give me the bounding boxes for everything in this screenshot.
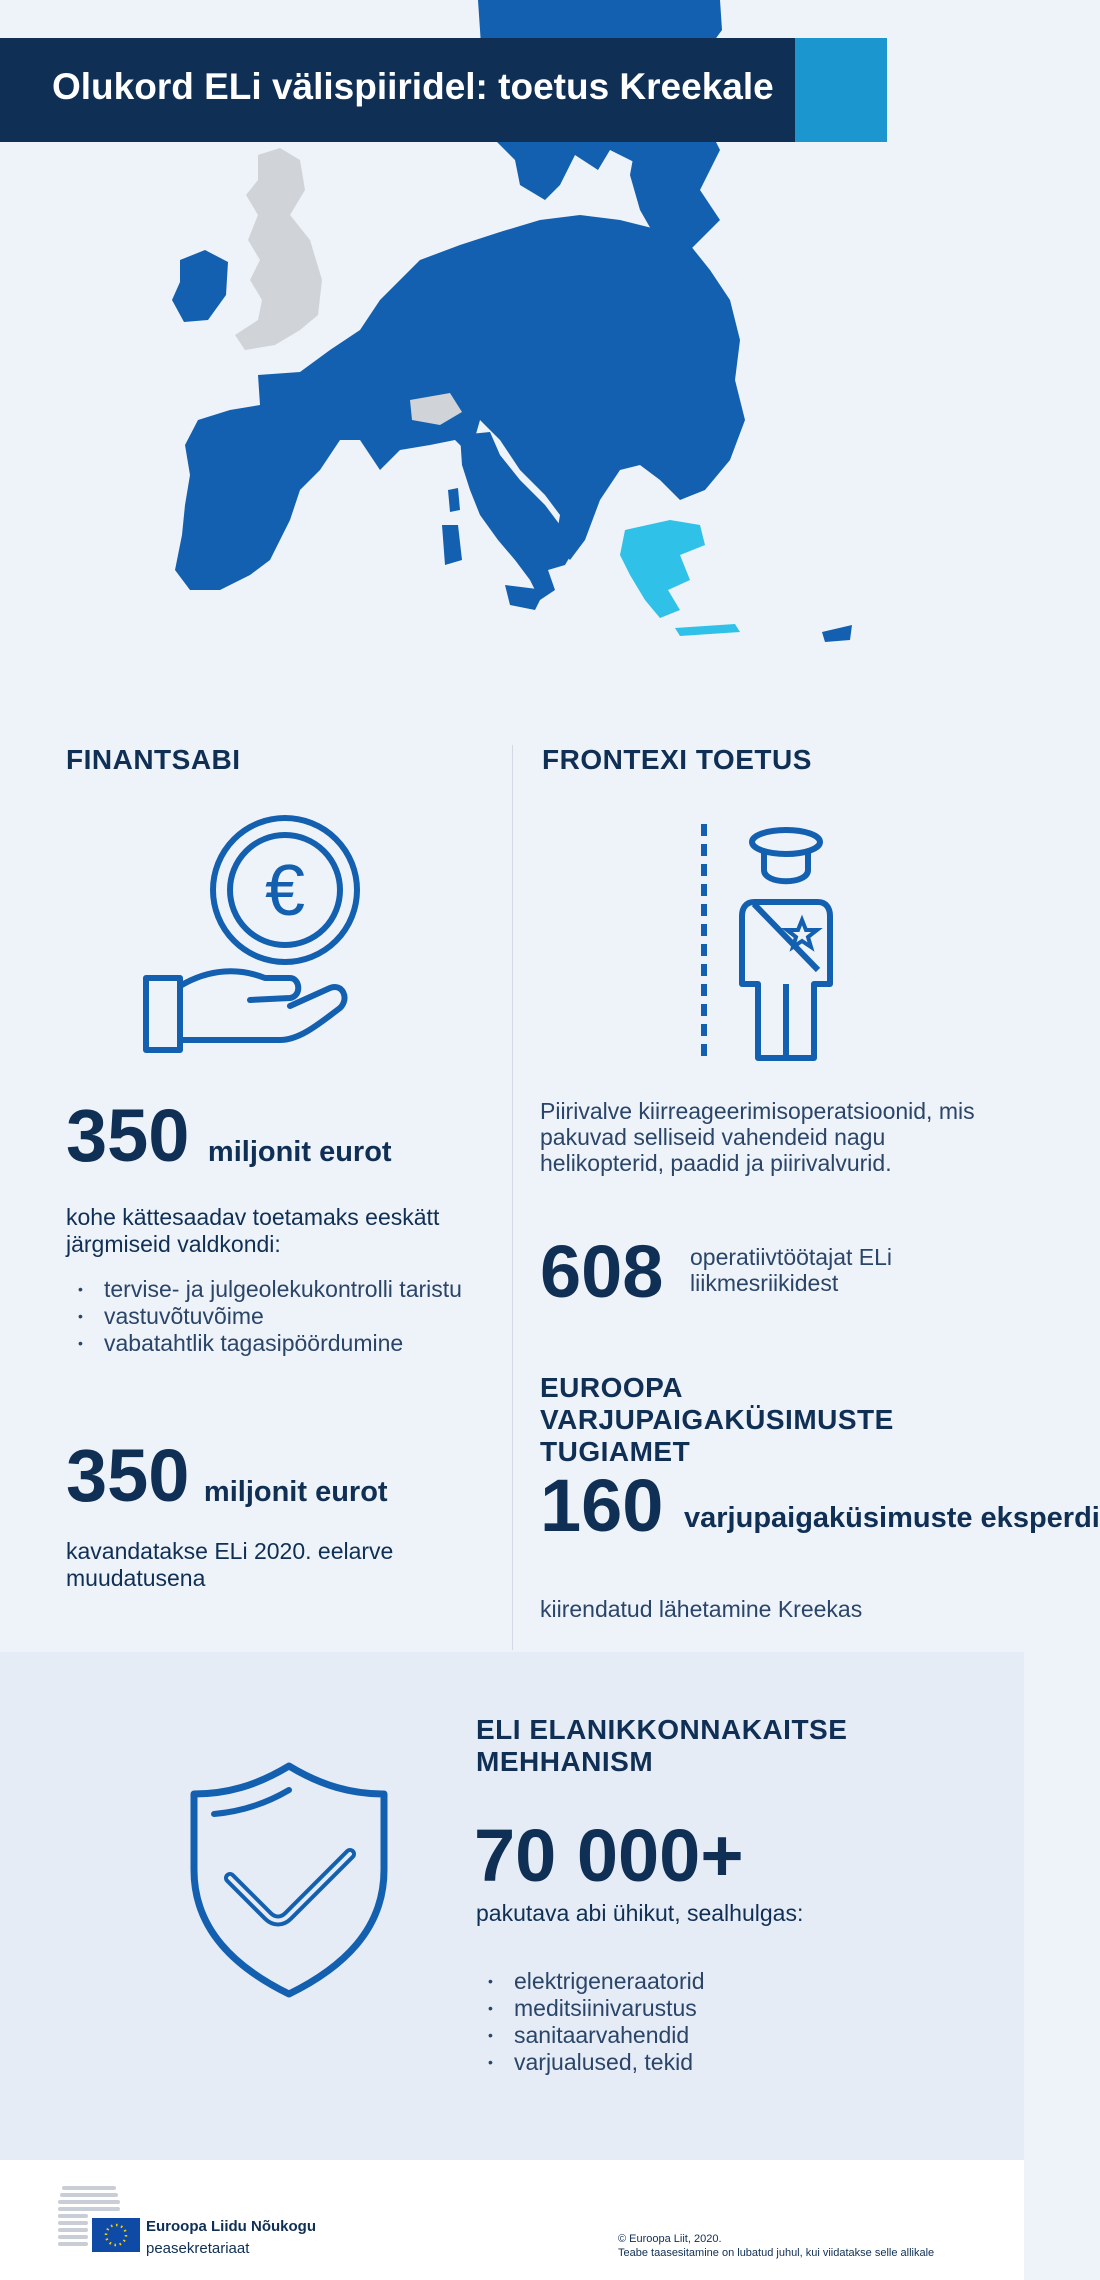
- list-item: • tervise- ja julgeolekukontrolli taristu: [66, 1276, 506, 1303]
- easo-number-label: varjupaigaküsimuste eksperdi: [684, 1502, 1100, 1534]
- map-cyprus: [822, 625, 852, 642]
- easo-number-block: [540, 1464, 1100, 1566]
- financial-amount-2-unit: miljonit eurot: [203, 1476, 388, 1508]
- svg-text:€: €: [264, 851, 306, 931]
- financial-heading: FINANTSABI: [66, 744, 241, 775]
- list-item: • meditsiinivarustus: [476, 1995, 876, 2022]
- list-item: • sanitaarvahendid: [476, 2022, 876, 2049]
- shield-check-icon: [186, 1760, 392, 2000]
- list-item: • varjualused, tekid: [476, 2049, 876, 2076]
- frontex-number-block: [540, 1232, 1010, 1312]
- list-item: • vabatahtlik tagasipöördumine: [66, 1330, 506, 1357]
- title-accent-block: [795, 38, 887, 142]
- civil-heading: ELI ELANIKKONNAKAITSE MEHHANISM: [476, 1714, 848, 1777]
- footer-reuse-note: Teabe taasesitamine on lubatud juhul, kui viidatakse selle allikale: [618, 2247, 935, 2259]
- financial-amount-2: [66, 1436, 388, 1516]
- frontex-number-label: operatiivtöötajat ELi liikmesriikidest: [690, 1244, 893, 1296]
- footer-copyright: © Euroopa Liit, 2020.: [618, 2233, 722, 2245]
- easo-heading: EUROOPA VARJUPAIGAKÜSIMUSTE TUGIAMET: [540, 1372, 894, 1467]
- map-crete: [675, 624, 740, 636]
- map-uk: [235, 148, 322, 350]
- financial-amount-2-desc: kavandatakse ELi 2020. eelarve muudatusena: [66, 1538, 394, 1591]
- financial-amount-1-number: 350: [66, 1094, 190, 1177]
- list-item: • elektrigeneraatorid: [476, 1968, 876, 1995]
- border-guard-icon: [690, 820, 840, 1065]
- financial-amount-2-number: 350: [66, 1434, 190, 1517]
- financial-items-list: [66, 1276, 506, 1357]
- column-divider: [512, 745, 513, 1650]
- easo-desc: kiirendatud lähetamine Kreekas: [540, 1596, 863, 1622]
- footer-org-name: Euroopa Liidu Nõukogu: [146, 2218, 316, 2235]
- map-greece: [620, 520, 705, 618]
- civil-desc: pakutava abi ühikut, sealhulgas:: [476, 1900, 804, 1926]
- map-ireland: [172, 250, 228, 322]
- euro-hand-icon: [140, 818, 360, 1063]
- council-logo: [58, 2184, 142, 2256]
- civil-number: 70 000+: [474, 1814, 744, 1897]
- map-sardinia: [442, 525, 462, 565]
- footer-org-sub: peasekretariaat: [146, 2240, 250, 2257]
- frontex-heading: FRONTEXI TOETUS: [542, 744, 812, 775]
- easo-number: 160: [540, 1464, 664, 1547]
- frontex-desc: Piirivalve kiirreageerimisoperatsioonid, mis pakuvad selliseid vahendeid nagu helikopterid, paadid ja piirivalvurid.: [540, 1098, 975, 1176]
- financial-amount-1-desc: kohe kättesaadav toetamaks eeskätt järgmiseid valdkondi:: [66, 1204, 440, 1257]
- financial-amount-1: [66, 1096, 392, 1176]
- financial-amount-1-unit: miljonit eurot: [207, 1136, 392, 1168]
- map-corsica: [448, 488, 460, 512]
- list-item: • vastuvõtuvõime: [66, 1303, 506, 1330]
- civil-items-list: [476, 1968, 876, 2076]
- frontex-number: 608: [540, 1230, 664, 1313]
- page-title: Olukord ELi välispiiridel: toetus Kreekale: [52, 66, 774, 107]
